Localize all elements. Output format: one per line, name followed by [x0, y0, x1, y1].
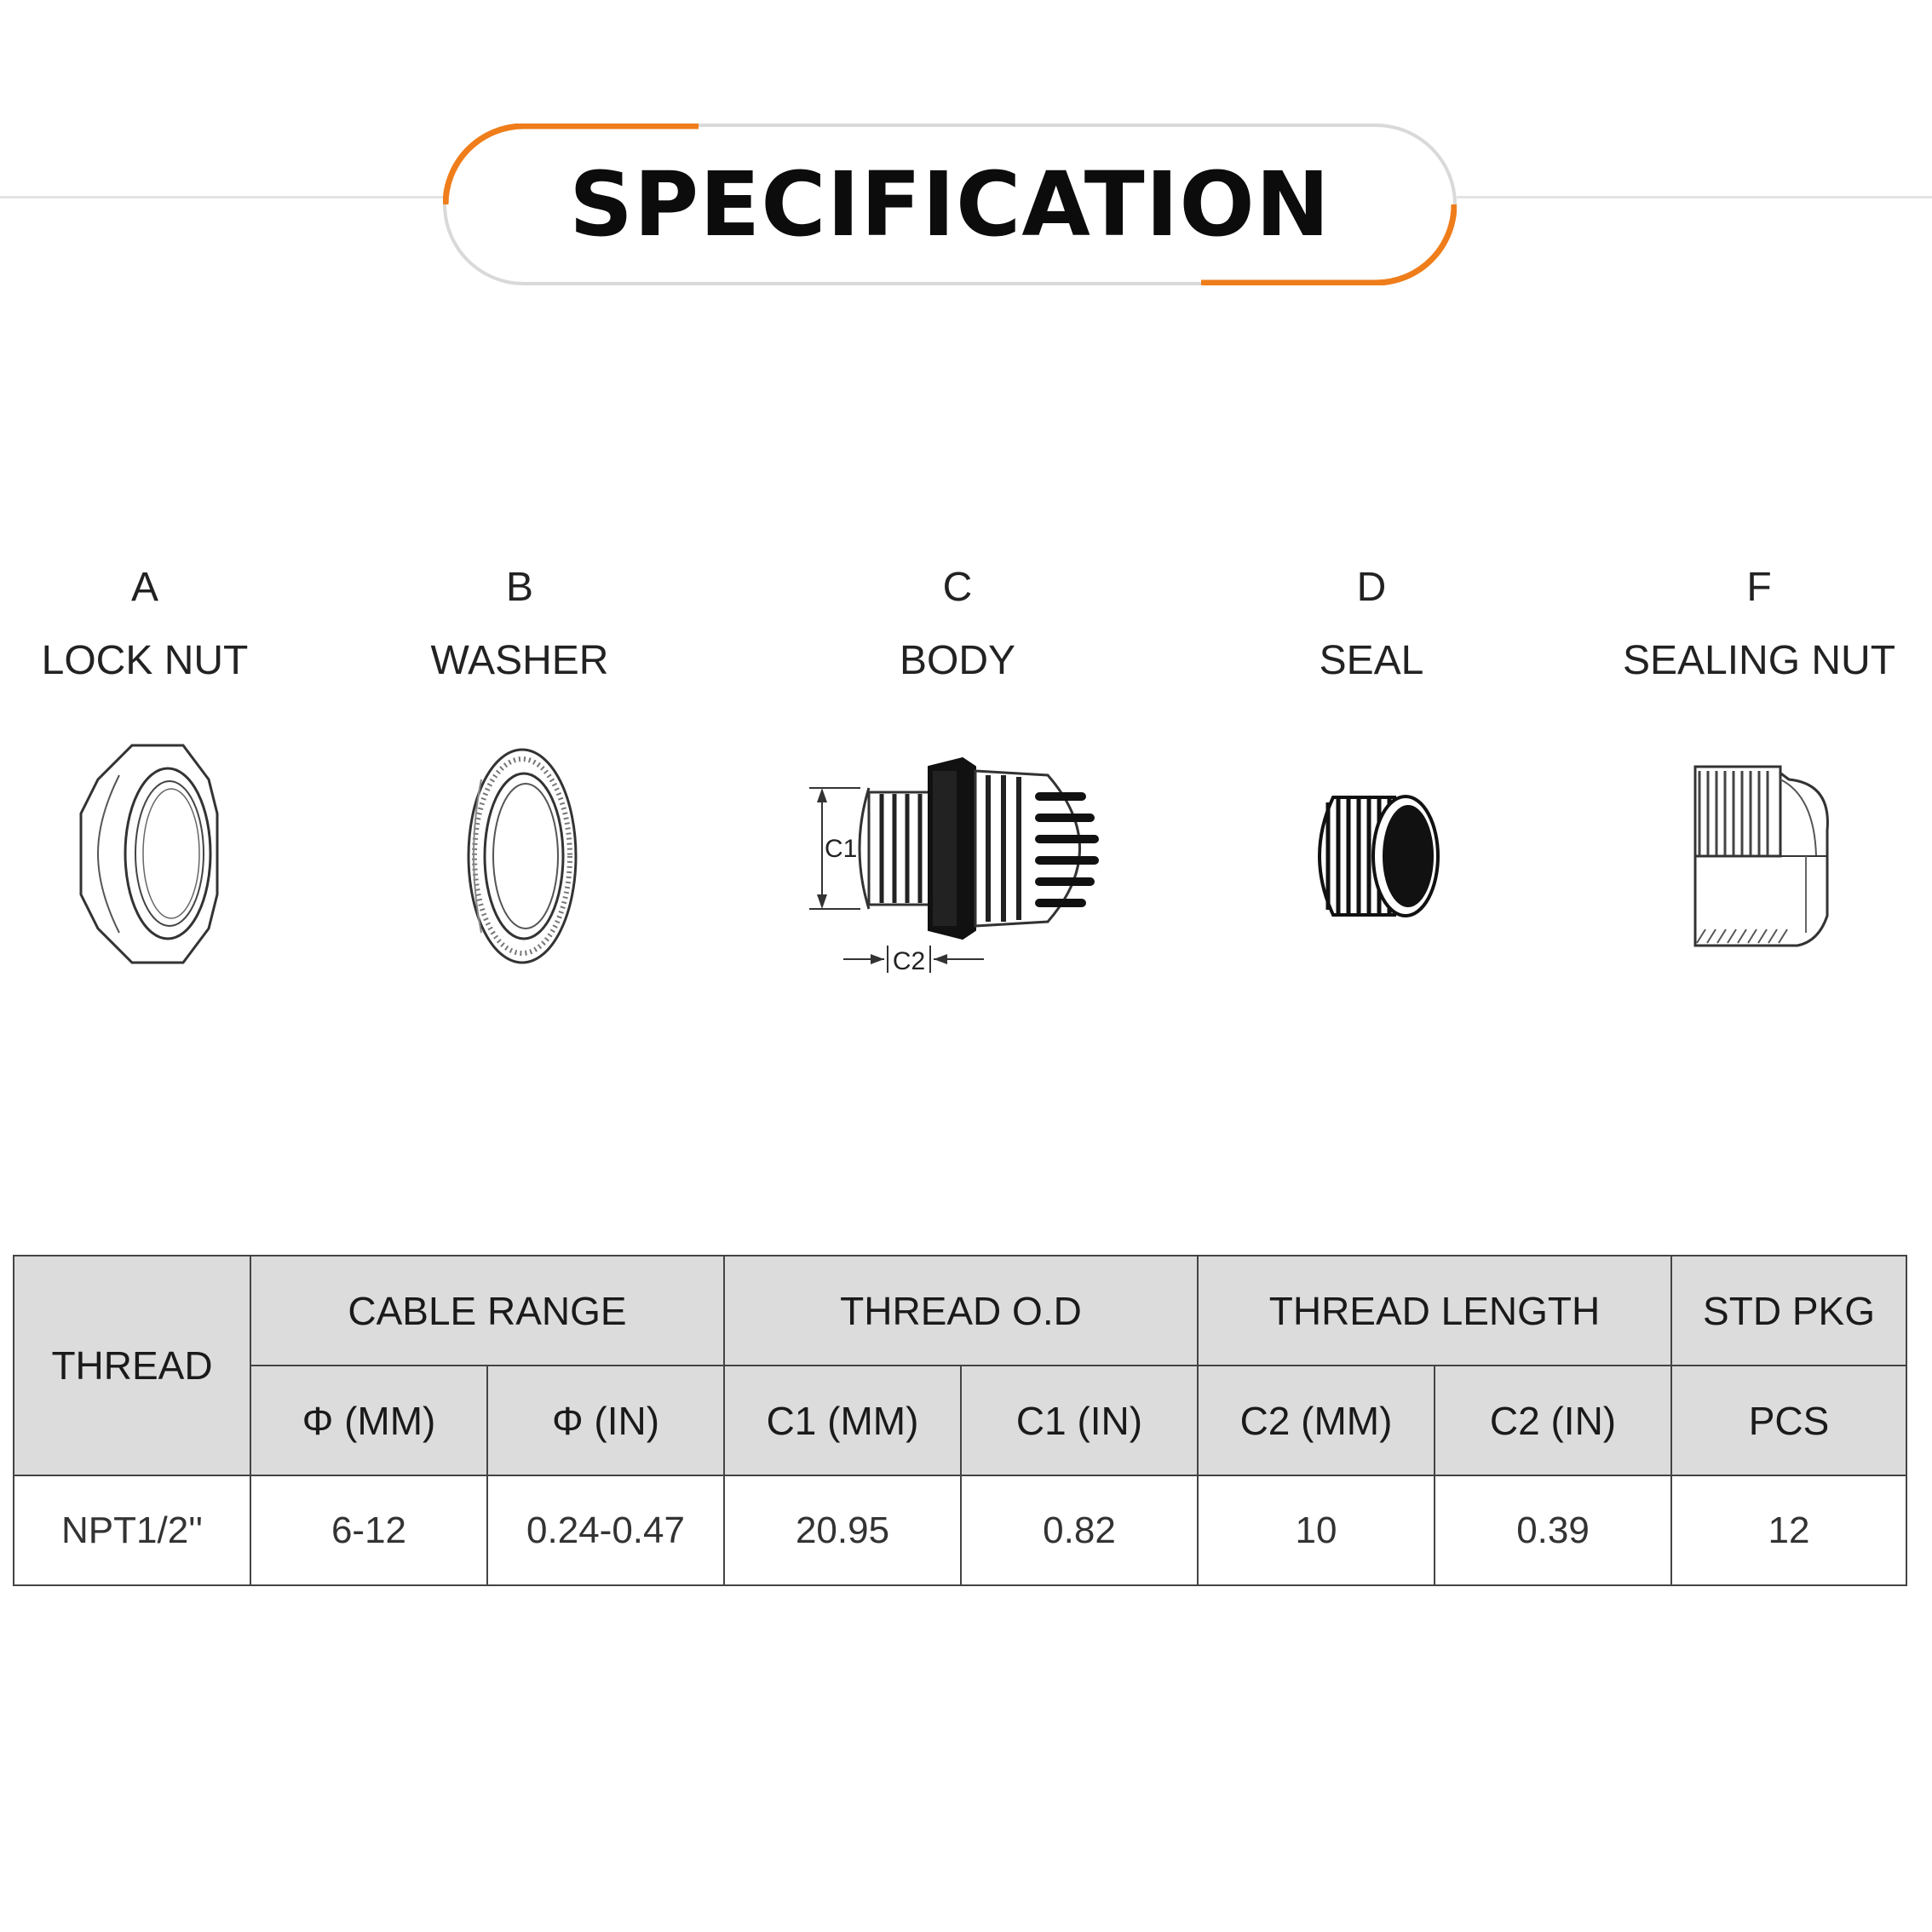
subheader-c2-in: C2 (IN) — [1435, 1366, 1671, 1475]
cell-c1-in: 0.82 — [961, 1475, 1198, 1585]
table-subheader-row — [14, 1366, 1906, 1475]
part-letter: D — [1356, 565, 1387, 610]
part-seal — [1218, 554, 1525, 695]
subheader-c1-in: C1 (IN) — [961, 1366, 1198, 1475]
part-letter: B — [505, 565, 533, 610]
part-name: LOCK NUT — [41, 638, 249, 683]
part-body — [804, 554, 1111, 695]
part-lock-nut — [0, 554, 298, 695]
header-divider-right — [1457, 196, 1932, 198]
part-letter: A — [130, 565, 158, 610]
subheader-cable-in: Φ (IN) — [487, 1366, 724, 1475]
cell-thread: NPT1/2'' — [14, 1475, 250, 1585]
seal-icon — [1299, 792, 1444, 920]
header-cable-range: CABLE RANGE — [250, 1256, 724, 1366]
cell-cable-in: 0.24-0.47 — [487, 1475, 724, 1585]
part-name: WASHER — [430, 638, 609, 683]
sealing-nut-icon — [1687, 762, 1831, 954]
part-letter: F — [1746, 565, 1772, 610]
header-thread-length: THREAD LENGTH — [1198, 1256, 1671, 1366]
c2-dimension-label: C2 — [892, 947, 926, 975]
part-name: BODY — [899, 638, 1016, 683]
cell-c1-mm: 20.95 — [724, 1475, 961, 1585]
c1-dimension-label: C1 — [825, 835, 858, 863]
cell-c2-mm: 10 — [1198, 1475, 1435, 1585]
spec-table — [13, 1255, 1907, 1586]
washer-icon — [456, 745, 584, 967]
table-row — [14, 1475, 1906, 1585]
page-title: SPECIFICATION — [569, 152, 1331, 256]
part-letter: C — [942, 565, 973, 610]
header-thread: THREAD — [14, 1256, 250, 1475]
part-name: SEAL — [1319, 638, 1424, 683]
part-washer — [366, 554, 673, 695]
cell-cable-mm: 6-12 — [250, 1475, 487, 1585]
part-sealing-nut — [1606, 554, 1912, 695]
header-thread-od: THREAD O.D — [724, 1256, 1198, 1366]
gland-body-icon — [792, 750, 1116, 988]
part-name: SEALING NUT — [1622, 638, 1896, 683]
subheader-cable-mm: Φ (MM) — [250, 1366, 487, 1475]
cell-c2-in: 0.39 — [1435, 1475, 1671, 1585]
subheader-c1-mm: C1 (MM) — [724, 1366, 961, 1475]
lock-nut-icon — [72, 741, 221, 967]
header-divider-left — [0, 196, 443, 198]
cell-pcs: 12 — [1671, 1475, 1906, 1585]
subheader-c2-mm: C2 (MM) — [1198, 1366, 1435, 1475]
table-header-row — [14, 1256, 1906, 1366]
header-std-pkg: STD PKG — [1671, 1256, 1906, 1366]
subheader-pcs: PCS — [1671, 1366, 1906, 1475]
